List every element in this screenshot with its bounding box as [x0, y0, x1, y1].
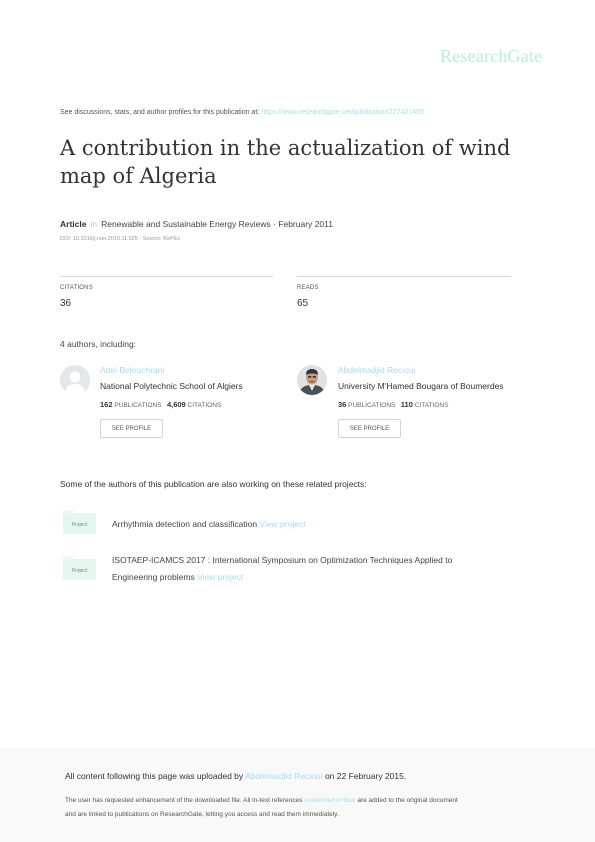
in-word: in: [90, 219, 98, 229]
project-badge: Project: [71, 568, 88, 574]
project-folder-icon: [62, 509, 96, 534]
discussion-text: See discussions, stats, and author profiles for this publication at:: [60, 109, 260, 116]
author-citations-label: CITATIONS: [414, 402, 449, 409]
upload-suffix: on 22 February 2015.: [324, 771, 407, 781]
citations-label: CITATIONS: [60, 285, 93, 291]
project-icon: [62, 555, 96, 577]
author-citations-count: 110: [400, 400, 413, 409]
default-avatar-icon: [60, 365, 90, 395]
author-photo-icon: [297, 365, 327, 395]
view-project-link[interactable]: View project: [197, 572, 244, 582]
upload-notice: [65, 771, 406, 781]
authors-heading: [60, 339, 136, 349]
author-institution: National Polytechnic School of Algiers: [100, 381, 243, 391]
project-item: [112, 552, 452, 586]
authors-suffix: , including:: [95, 339, 137, 349]
reads-divider: [297, 276, 511, 277]
author-publications-label: PUBLICATIONS: [114, 402, 162, 409]
project-icon: [62, 509, 96, 531]
related-projects-heading: Some of the authors of this publication are also working on these related projects:: [60, 479, 367, 489]
article-meta: [60, 219, 333, 229]
fine-text: are added to the original document: [357, 797, 458, 804]
author-name[interactable]: Abdelmadjid Recioui: [338, 365, 416, 375]
fine-text: The user has requested enhancement of the downloaded file. All in-text references: [65, 797, 303, 804]
citations-value: 36: [60, 298, 72, 309]
reads-label: READS: [297, 285, 319, 291]
project-title-line: ISOTAEP-ICAMCS 2017 : International Symposium on Optimization Techniques Applied to: [112, 555, 453, 565]
author-publications-label: PUBLICATIONS: [348, 402, 396, 409]
project-title-line: Engineering problems: [112, 572, 195, 582]
citations-divider: [60, 276, 273, 277]
journal-name[interactable]: Renewable and Sustainable Energy Reviews · February 2011: [101, 219, 333, 229]
author-citations-count: 4,609: [166, 400, 186, 409]
project-item: [112, 516, 306, 533]
author-avatar[interactable]: [297, 365, 327, 395]
author-stats: [338, 400, 448, 409]
author-publications-count: 162: [100, 400, 113, 409]
project-badge: Project: [71, 522, 88, 528]
researchgate-logo[interactable]: ResearchGate: [440, 46, 543, 66]
view-project-link[interactable]: View project: [259, 519, 306, 529]
discussion-notice: [60, 109, 424, 116]
publication-link[interactable]: https://www.researchgate.net/publication/227421465: [261, 109, 424, 116]
project-title: Arrhythmia detection and classification: [112, 519, 258, 529]
author-institution: University M'Hamed Bougara of Boumerdes: [338, 381, 504, 391]
author-publications-count: 36: [338, 400, 347, 409]
authors-count: 4 authors: [60, 339, 96, 349]
underlined-hint: underlined in blue: [304, 797, 356, 804]
article-type: Article: [60, 219, 87, 229]
article-title: A contribution in the actualization of wind map of Algeria: [60, 136, 511, 188]
author-citations-label: CITATIONS: [187, 402, 222, 409]
see-profile-button[interactable]: SEE PROFILE: [338, 419, 401, 438]
enhancement-notice: [65, 794, 545, 808]
see-profile-button[interactable]: SEE PROFILE: [100, 419, 163, 438]
reads-value: 65: [297, 298, 309, 309]
uploader-link[interactable]: Abdelmadjid Recioui: [245, 771, 323, 781]
doi-line: DOI: 10.1016/j.rser.2010.11.025 · Source: RePEc: [60, 236, 181, 242]
author-name[interactable]: Adel Belouchrani: [100, 365, 165, 375]
enhancement-notice-line2: and are linked to publications on ResearchGate, letting you access and read them immediately.: [65, 811, 339, 818]
author-stats: [100, 400, 221, 409]
project-folder-icon: [62, 555, 96, 580]
upload-prefix: All content following this page was uploaded by: [65, 771, 244, 781]
author-avatar[interactable]: [60, 365, 90, 395]
